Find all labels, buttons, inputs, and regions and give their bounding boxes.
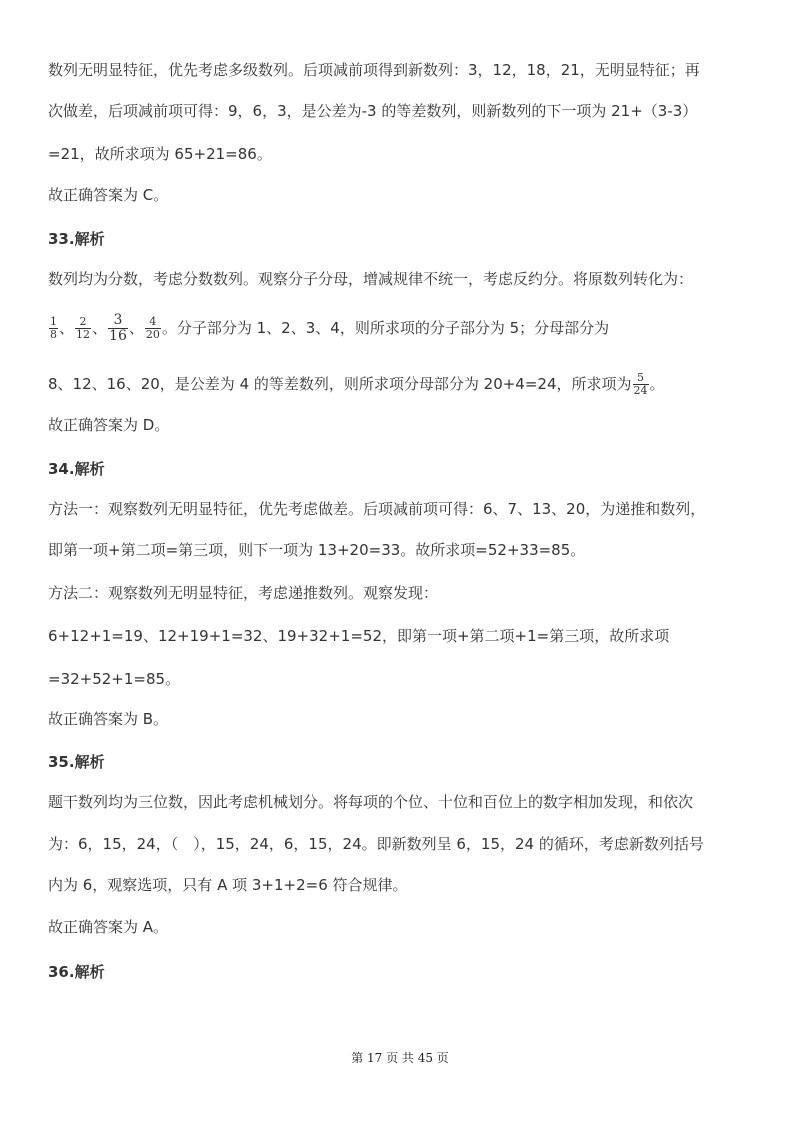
fraction-3: $\frac{3}{16}$ [109, 312, 127, 344]
q35-heading: 35.解析 [48, 753, 105, 771]
result-fraction: $\frac{5}{24}$ [633, 371, 648, 397]
q35-line-3: 内为 6，观察选项，只有 A 项 3+1+2=6 符合规律。 [48, 876, 408, 894]
q36-heading: 36.解析 [48, 963, 105, 981]
fraction-2: $\frac{2}{12}$ [76, 315, 91, 341]
q33-line-2: $\frac{1}{8}$ 、 $\frac{2}{12}$ 、 $\frac{3}{16}$ 、 $\frac{4}{20}$ 。分子部分为 1、2、3、4，则所求项的分子部分为 5；分母部分为 [50, 312, 610, 344]
q35-line-2: 为：6，15，24，（ ），15，24，6，15，24。即新数列呈 6，15，24 的循环，考虑新数列括号 [48, 835, 704, 853]
q33-answer: 故正确答案为 D。 [48, 416, 170, 434]
q32-answer: 故正确答案为 C。 [48, 186, 169, 204]
q33-line-1: 数列均为分数，考虑分数数列。观察分子分母，增减规律不统一，考虑反约分。将原数列转化为： [48, 270, 694, 288]
fraction-1: $\frac{1}{8}$ [50, 315, 57, 341]
q33-line-3: 8、12、16、20，是公差为 4 的等差数列，则所求项分母部分为 20+4=24，所求项为 $\frac{5}{24}$ 。 [48, 371, 665, 397]
page-footer: 第 17 页 共 45 页 [351, 1051, 449, 1065]
q34-line-5: =32+52+1=85。 [48, 670, 181, 688]
q34-line-1: 方法一：观察数列无明显特征，优先考虑做差。后项减前项可得：6、7、13、20，为递推和数列， [48, 500, 706, 518]
fraction-4: $\frac{4}{20}$ [145, 315, 160, 341]
q34-line-2: 即第一项+第二项=第三项，则下一项为 13+20=33。故所求项=52+33=85。 [48, 541, 586, 559]
q32-line-3: =21，故所求项为 65+21=86。 [48, 145, 272, 163]
q34-heading: 34.解析 [48, 460, 105, 478]
q34-line-3: 方法二：观察数列无明显特征，考虑递推数列。观察发现： [48, 584, 439, 602]
q34-answer: 故正确答案为 B。 [48, 710, 169, 728]
q32-line-2: 次做差，后项减前项可得：9，6，3，是公差为-3 的等差数列，则新数列的下一项为 21+（3-3） [48, 102, 698, 120]
q35-answer: 故正确答案为 A。 [48, 918, 169, 936]
q35-line-1: 题干数列均为三位数，因此考虑机械划分。将每项的个位、十位和百位上的数字相加发现，和依次 [48, 793, 694, 811]
q33-heading: 33.解析 [48, 230, 105, 248]
q32-line-1: 数列无明显特征，优先考虑多级数列。后项减前项得到新数列：3，12，18，21，无明显特征；再 [48, 61, 700, 79]
q33-line-2-text: 。分子部分为 1、2、3、4，则所求项的分子部分为 5；分母部分为 [161, 319, 610, 337]
q34-line-4: 6+12+1=19、12+19+1=32、19+32+1=52，即第一项+第二项+1=第三项，故所求项 [48, 627, 670, 645]
